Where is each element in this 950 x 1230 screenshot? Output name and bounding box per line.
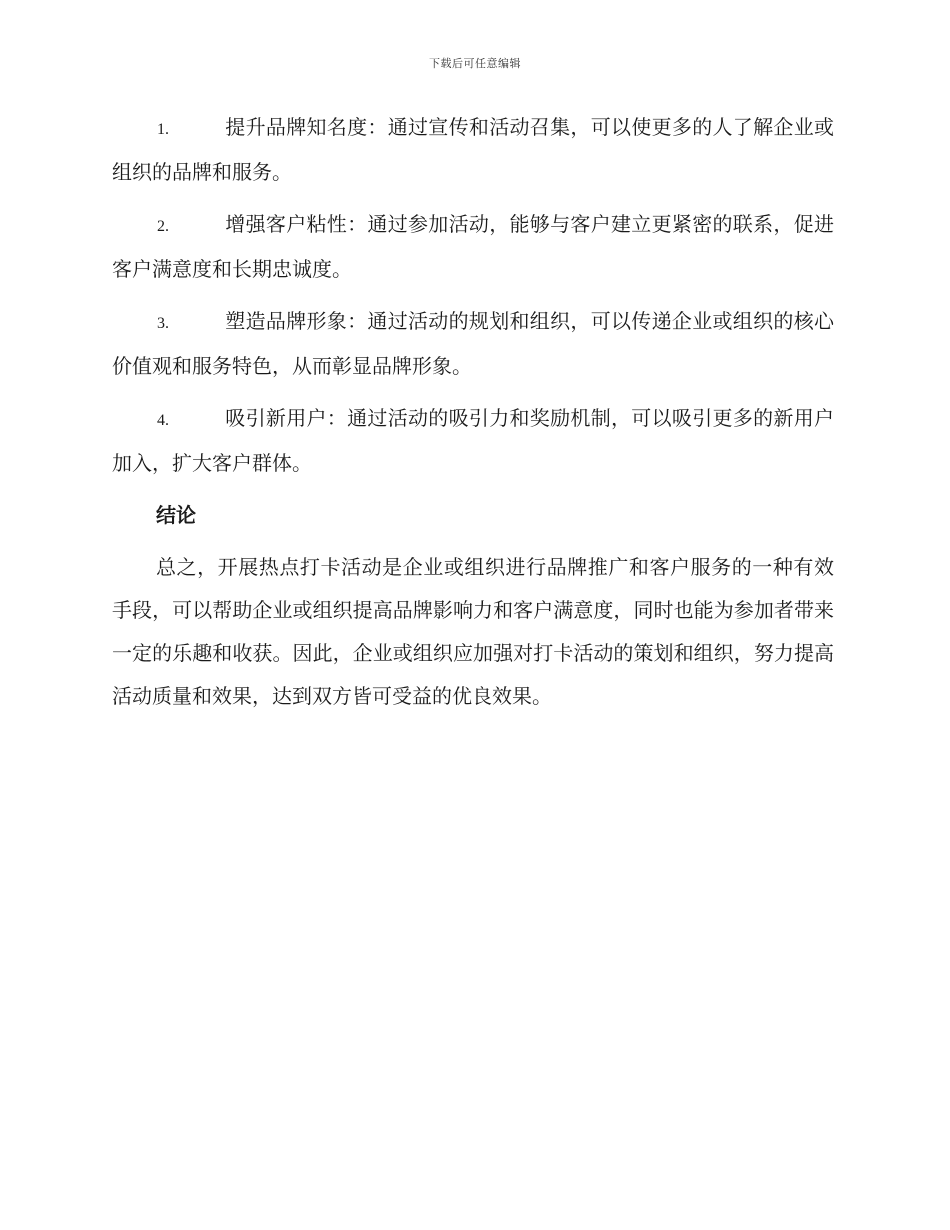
list-item-text: 增强客户粘性：通过参加活动，能够与客户建立更紧密的联系，促进客户满意度和长期忠诚度。 — [112, 212, 834, 281]
list-item — [112, 300, 834, 388]
list-item — [112, 203, 834, 291]
conclusion-heading: 结论 — [156, 503, 196, 527]
list-item-text: 塑造品牌形象：通过活动的规划和组织，可以传递企业或组织的核心价值观和服务特色，从而彰显品牌形象。 — [112, 309, 834, 378]
list-item — [112, 397, 834, 485]
list-item-text: 提升品牌知名度：通过宣传和活动召集，可以使更多的人了解企业或组织的品牌和服务。 — [112, 115, 834, 184]
list-item-number: 3. — [157, 315, 169, 332]
conclusion-paragraph: 总之，开展热点打卡活动是企业或组织进行品牌推广和客户服务的一种有效手段，可以帮助企业或组织提高品牌影响力和客户满意度，同时也能为参加者带来一定的乐趣和收获。因此，企业或组织应加强对打卡活动的策划和组织，努力提高活动质量和效果，达到双方皆可受益的优良效果。 — [112, 555, 834, 708]
list-item-text: 吸引新用户：通过活动的吸引力和奖励机制，可以吸引更多的新用户加入，扩大客户群体。 — [112, 406, 834, 475]
document-body — [112, 106, 834, 718]
list-item-number: 1. — [157, 121, 169, 138]
list-item-number: 2. — [157, 218, 169, 235]
page-header: 下载后可任意编辑 — [429, 57, 521, 70]
list-item-number: 4. — [157, 412, 169, 429]
list-item — [112, 106, 834, 194]
